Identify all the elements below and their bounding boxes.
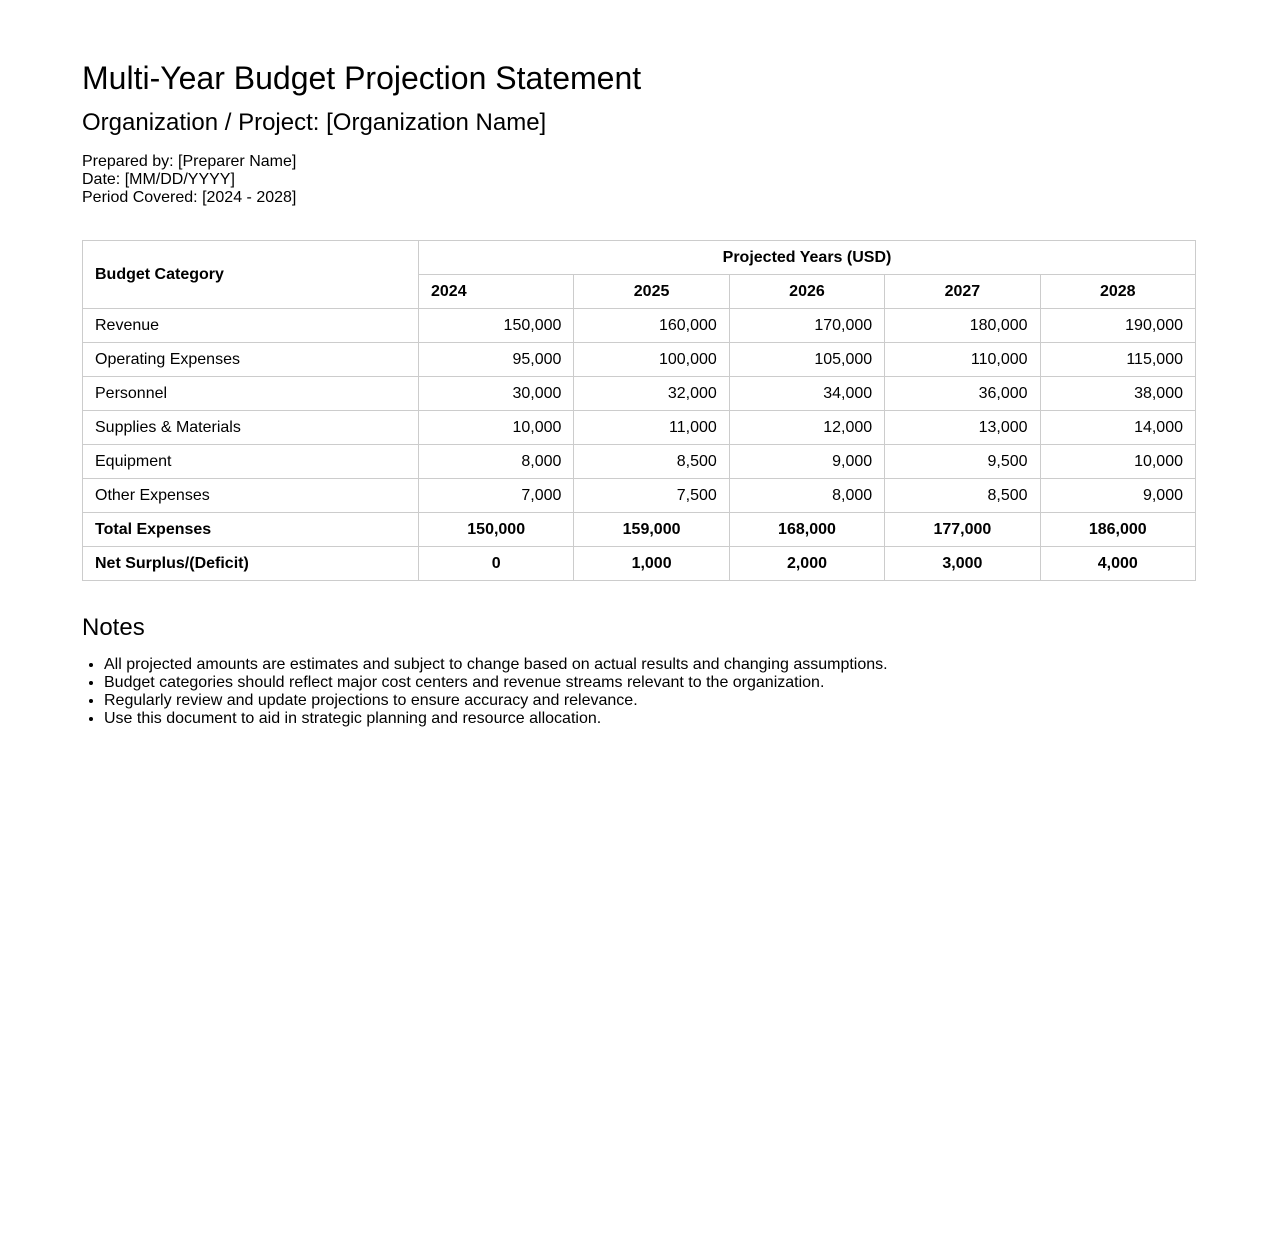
year-header: 2027 — [885, 275, 1040, 309]
value-cell: 8,000 — [419, 445, 574, 479]
value-cell: 12,000 — [729, 411, 884, 445]
surplus-value-cell: 0 — [419, 547, 574, 581]
value-cell: 7,500 — [574, 479, 729, 513]
value-cell: 95,000 — [419, 343, 574, 377]
document-meta — [82, 153, 1196, 207]
value-cell: 100,000 — [574, 343, 729, 377]
budget-category-header: Budget Category — [83, 241, 419, 309]
budget-table — [82, 240, 1196, 581]
category-cell: Personnel — [83, 377, 419, 411]
table-row — [83, 479, 1196, 513]
table-row — [83, 445, 1196, 479]
value-cell: 180,000 — [885, 309, 1040, 343]
total-value-cell: 159,000 — [574, 513, 729, 547]
total-value-cell: 168,000 — [729, 513, 884, 547]
prepared-by: Prepared by: [Preparer Name] — [82, 153, 297, 170]
period-covered: Period Covered: [2024 - 2028] — [82, 189, 297, 206]
projected-years-header: Projected Years (USD) — [419, 241, 1196, 275]
value-cell: 110,000 — [885, 343, 1040, 377]
table-row — [83, 377, 1196, 411]
value-cell: 38,000 — [1040, 377, 1195, 411]
list-item: • Regularly review and update projections to ensure accuracy and relevance. — [104, 692, 1196, 710]
category-cell: Equipment — [83, 445, 419, 479]
total-expenses-row — [83, 513, 1196, 547]
total-value-cell: 150,000 — [419, 513, 574, 547]
value-cell: 9,000 — [729, 445, 884, 479]
net-surplus-row — [83, 547, 1196, 581]
value-cell: 36,000 — [885, 377, 1040, 411]
notes-list — [82, 656, 1196, 728]
value-cell: 14,000 — [1040, 411, 1195, 445]
category-cell: Other Expenses — [83, 479, 419, 513]
value-cell: 10,000 — [419, 411, 574, 445]
year-header: 2025 — [574, 275, 729, 309]
value-cell: 32,000 — [574, 377, 729, 411]
total-value-cell: 177,000 — [885, 513, 1040, 547]
value-cell: 8,500 — [885, 479, 1040, 513]
value-cell: 9,000 — [1040, 479, 1195, 513]
year-header: 2028 — [1040, 275, 1195, 309]
value-cell: 30,000 — [419, 377, 574, 411]
document-date: Date: [MM/DD/YYYY] — [82, 171, 235, 188]
category-cell: Operating Expenses — [83, 343, 419, 377]
category-cell: Revenue — [83, 309, 419, 343]
value-cell: 190,000 — [1040, 309, 1195, 343]
value-cell: 8,500 — [574, 445, 729, 479]
list-item: • All projected amounts are estimates and subject to change based on actual results and changing assumptions. — [104, 656, 1196, 674]
value-cell: 170,000 — [729, 309, 884, 343]
value-cell: 7,000 — [419, 479, 574, 513]
table-header-row — [83, 241, 1196, 275]
value-cell: 34,000 — [729, 377, 884, 411]
surplus-value-cell: 3,000 — [885, 547, 1040, 581]
organization-subtitle: Organization / Project: [Organization Name] — [82, 109, 547, 136]
surplus-value-cell: 2,000 — [729, 547, 884, 581]
value-cell: 105,000 — [729, 343, 884, 377]
value-cell: 9,500 — [885, 445, 1040, 479]
notes-heading: Notes — [82, 614, 145, 641]
value-cell: 150,000 — [419, 309, 574, 343]
table-row — [83, 343, 1196, 377]
document-title: Multi-Year Budget Projection Statement — [82, 60, 642, 96]
surplus-value-cell: 1,000 — [574, 547, 729, 581]
total-expenses-label: Total Expenses — [83, 513, 419, 547]
value-cell: 160,000 — [574, 309, 729, 343]
year-header: 2026 — [729, 275, 884, 309]
value-cell: 11,000 — [574, 411, 729, 445]
table-row — [83, 309, 1196, 343]
total-value-cell: 186,000 — [1040, 513, 1195, 547]
value-cell: 10,000 — [1040, 445, 1195, 479]
category-cell: Supplies & Materials — [83, 411, 419, 445]
net-surplus-label: Net Surplus/(Deficit) — [83, 547, 419, 581]
list-item: • Budget categories should reflect major cost centers and revenue streams relevant to the organization. — [104, 674, 1196, 692]
value-cell: 13,000 — [885, 411, 1040, 445]
surplus-value-cell: 4,000 — [1040, 547, 1195, 581]
year-header: 2024 — [419, 275, 574, 309]
list-item: • Use this document to aid in strategic planning and resource allocation. — [104, 710, 1196, 728]
table-row — [83, 411, 1196, 445]
value-cell: 8,000 — [729, 479, 884, 513]
value-cell: 115,000 — [1040, 343, 1195, 377]
